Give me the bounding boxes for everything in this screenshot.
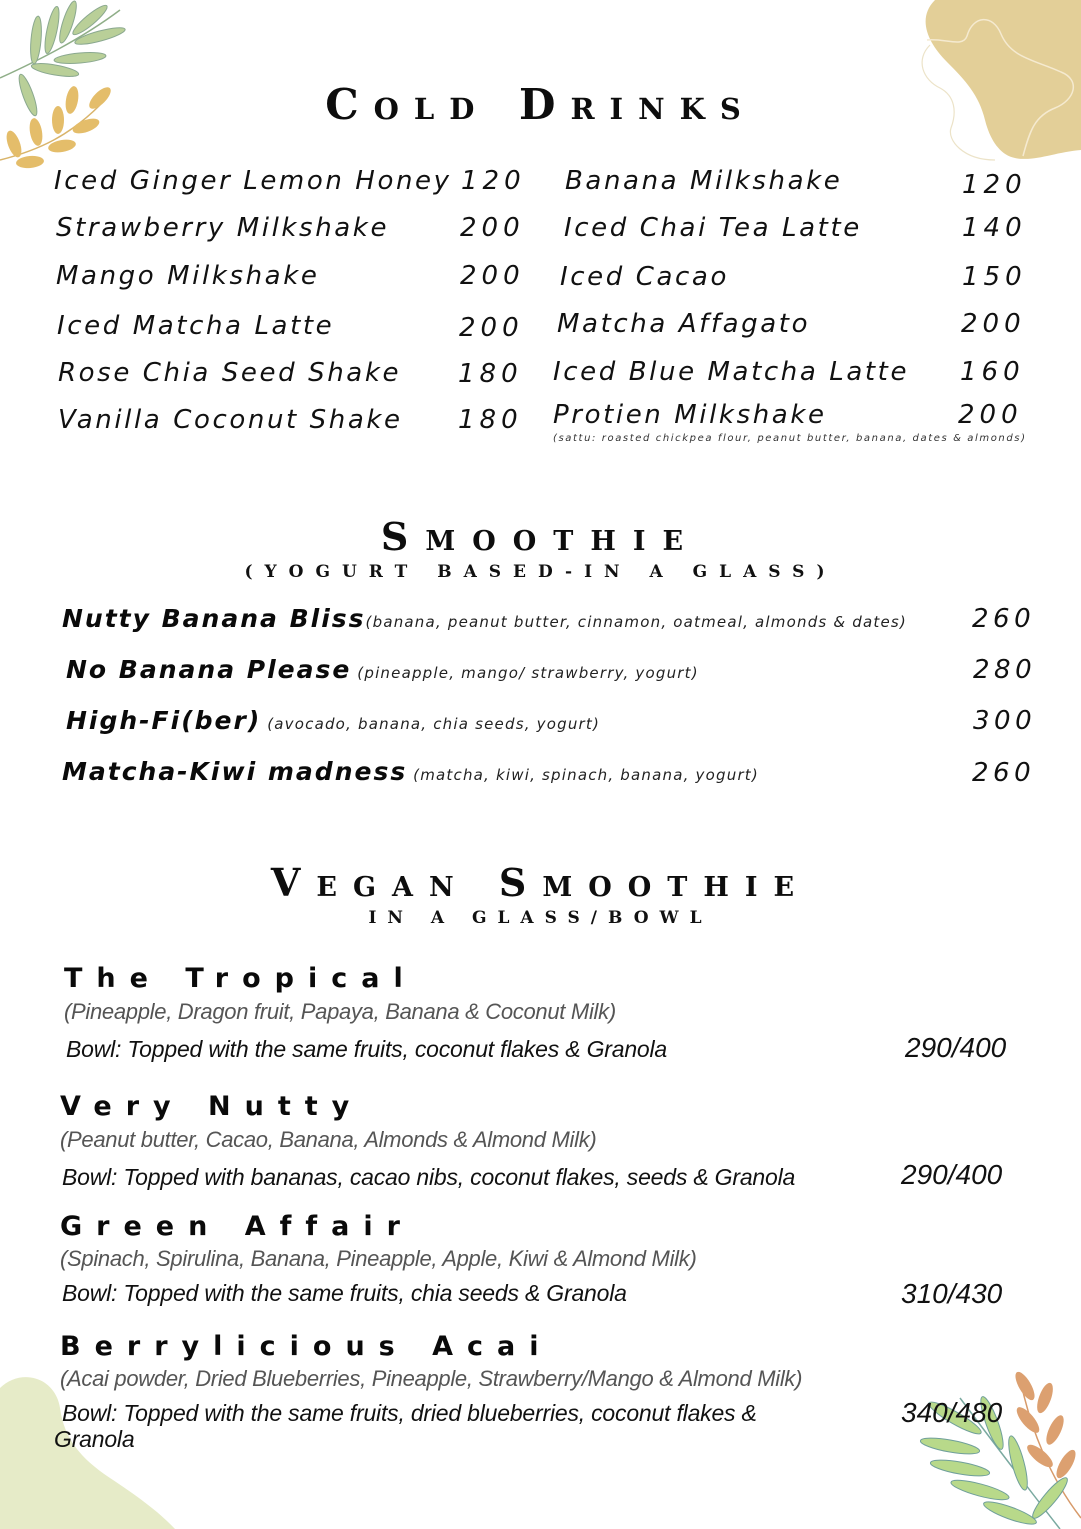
smoothie-item-desc: (banana, peanut butter, cinnamon, oatmeal, almonds & dates) — [365, 613, 907, 631]
menu-item-name: Iced Matcha Latte — [57, 311, 335, 341]
smoothie-title: Smoothie — [380, 514, 701, 559]
smoothie-item-desc: (matcha, kiwi, spinach, banana, yogurt) — [407, 766, 759, 784]
smoothie-item-name: Matcha-Kiwi madness — [62, 757, 408, 786]
vegan-item-ingredients: (Acai powder, Dried Blueberries, Pineapple, Strawberry/Mango & Almond Milk) — [60, 1366, 803, 1391]
menu-item-name: Iced Cacao — [560, 262, 729, 292]
smoothie-item-price: 280 — [973, 655, 1037, 685]
menu-item-name: Banana Milkshake — [565, 166, 843, 196]
menu-item-name: Protien Milkshake — [553, 400, 827, 430]
vegan-item-ingredients: (Pineapple, Dragon fruit, Papaya, Banana & Coconut Milk) — [64, 999, 616, 1024]
menu-item-price: 120 — [461, 166, 526, 196]
smoothie-item-desc: (pineapple, mango/ strawberry, yogurt) — [351, 664, 699, 682]
smoothie-item-price: 300 — [973, 706, 1037, 736]
menu-item-name: Rose Chia Seed Shake — [58, 358, 402, 388]
smoothie-item — [62, 604, 907, 633]
menu-item-price: 120 — [962, 170, 1027, 200]
menu-item-name: Vanilla Coconut Shake — [58, 405, 403, 435]
menu-item-name: Iced Blue Matcha Latte — [553, 357, 910, 387]
menu-item-price: 200 — [460, 261, 525, 291]
menu-item-name: Strawberry Milkshake — [56, 213, 390, 243]
smoothie-item-desc: (avocado, banana, chia seeds, yogurt) — [261, 715, 601, 733]
vegan-item-bowl: Bowl: Topped with the same fruits, coconut flakes & Granola — [66, 1036, 668, 1062]
vegan-item-name: Very Nutty — [60, 1091, 364, 1122]
smoothie-item-price: 260 — [972, 604, 1036, 634]
vegan-item-price: 340/480 — [901, 1397, 1003, 1428]
smoothie-item-price: 260 — [972, 758, 1036, 788]
smoothie-item — [66, 706, 600, 735]
menu-item-name: Matcha Affagato — [557, 309, 811, 339]
vegan-item-name: The Tropical — [64, 963, 417, 994]
vegan-item-name: Green Affair — [60, 1211, 414, 1242]
bottom-right-leaf-decoration — [900, 1368, 1081, 1529]
cold-drinks-title: Cold Drinks — [325, 80, 756, 129]
vegan-item-name: Berrylicious Acai — [60, 1331, 553, 1362]
menu-item-name: Iced Chai Tea Latte — [564, 213, 862, 243]
menu-item-name: Mango Milkshake — [56, 261, 320, 291]
menu-item-price: 160 — [960, 357, 1025, 387]
vegan-smoothie-title: Vegan Smoothie — [270, 860, 811, 905]
menu-item-price: 150 — [962, 262, 1027, 292]
menu-item-price: 200 — [961, 309, 1026, 339]
menu-item-price: 200 — [459, 313, 524, 343]
vegan-item-bowl: Bowl: Topped with bananas, cacao nibs, coconut flakes, seeds & Granola — [62, 1164, 796, 1190]
vegan-item-price: 290/400 — [901, 1159, 1003, 1190]
menu-item-price: 140 — [962, 213, 1027, 243]
smoothie-subtitle: (YOGURT BASED-IN A GLASS) — [244, 562, 837, 582]
vegan-item-price: 290/400 — [905, 1032, 1007, 1063]
menu-item-price: 180 — [458, 359, 523, 389]
vegan-item-bowl: Bowl: Topped with the same fruits, chia seeds & Granola — [62, 1280, 627, 1306]
menu-item-price: 200 — [460, 213, 525, 243]
vegan-item-bowl: Bowl: Topped with the same fruits, dried blueberries, coconut flakes & — [62, 1400, 757, 1426]
vegan-smoothie-subtitle: IN A GLASS/BOWL — [368, 908, 713, 928]
smoothie-item-name: High-Fi(ber) — [66, 706, 262, 735]
menu-item-note: (sattu: roasted chickpea flour, peanut butter, banana, dates & almonds) — [553, 433, 1027, 444]
smoothie-item-name: Nutty Banana Bliss — [62, 604, 366, 633]
menu-item-name: Iced Ginger Lemon Honey — [54, 166, 452, 196]
smoothie-item — [62, 757, 759, 786]
smoothie-item-name: No Banana Please — [66, 655, 352, 684]
vegan-item-bowl-continued: Granola — [54, 1426, 135, 1452]
menu-item-price: 200 — [958, 400, 1023, 430]
vegan-item-price: 310/430 — [901, 1278, 1003, 1309]
menu-item-price: 180 — [458, 405, 523, 435]
vegan-item-ingredients: (Spinach, Spirulina, Banana, Pineapple, Apple, Kiwi & Almond Milk) — [60, 1246, 697, 1271]
vegan-item-ingredients: (Peanut butter, Cacao, Banana, Almonds & Almond Milk) — [60, 1127, 597, 1152]
smoothie-item — [66, 655, 699, 684]
